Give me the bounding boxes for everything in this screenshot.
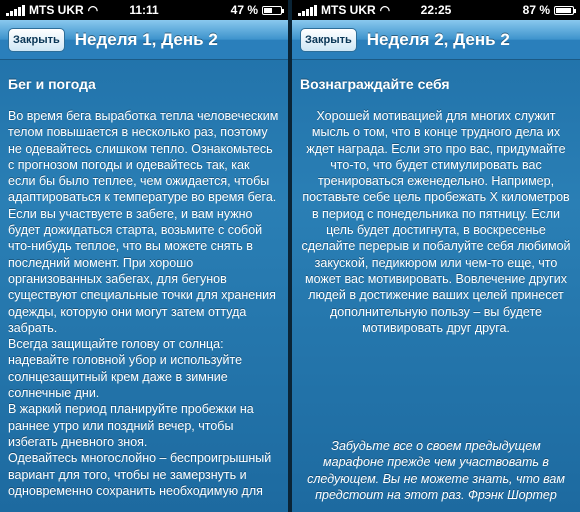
quote-text: Забудьте все о своем предыдущем марафоне прежде чем участвовать в следующем. Вы не можете знать, что вам предстоит на этот раз. Фрэнк Шортер — [307, 439, 565, 502]
status-bar — [292, 0, 580, 20]
article-content[interactable] — [0, 60, 288, 499]
carrier-name: MTS UKR — [29, 3, 84, 17]
screen-week1-day2 — [0, 0, 288, 512]
navigation-bar — [0, 20, 288, 60]
status-time: 11:11 — [129, 3, 159, 17]
status-time: 22:25 — [420, 3, 452, 17]
status-bar — [0, 0, 288, 20]
article-paragraph: В жаркий период планируйте пробежки на раннее утро или поздний вечер, чтобы избегать дневного зноя. — [8, 402, 254, 449]
signal-icon — [6, 5, 25, 16]
battery-percent: 47 % — [230, 3, 258, 17]
signal-icon — [298, 5, 317, 16]
battery-percent: 87 % — [522, 3, 550, 17]
navigation-bar — [292, 20, 580, 60]
battery-icon — [554, 6, 574, 15]
page-title: Неделя 1, День 2 — [74, 29, 218, 49]
article-paragraph: Во время бега выработка тепла человеческим телом повышается в несколько раз, поэтому не одевайтесь слишком тепло. Ознакомьтесь с прогнозом погоды и одевайтесь так, как если бы было теплее, чем ожидается, чтобы адаптироваться к температуре во время бега. Если вы участвуете в забеге, и вам нужно будет дожидаться старта, возьмите с собой что-нибудь теплое, что вы можете снять в последний момент. При хорошо организованных забегах, для бегунов существуют специальные точки для хранения одежды, которую они могут затем оттуда забрать. — [8, 109, 279, 335]
article-heading: Бег и погода — [8, 76, 96, 92]
article-paragraph: Хорошей мотивацией для многих служит мысль о том, что в конце трудного дела их ждет награда. Если это про вас, придумайте что-то, что будет стимулировать вас тренироваться еженедельно. Например, поставьте себе цель пробежать X километров в период с понедельника по пятницу. Если цель будет достигнута, в воскресенье сделайте перерыв и побалуйте себя любимой закуской, педикюром или чем-то еще, что может вас мотивировать. Вовлечение других людей в достижение ваших целей принесет дополнительную пользу – вы будете мотивировать друг друга. — [301, 109, 571, 335]
carrier-name: MTS UKR — [321, 3, 376, 17]
article-paragraph: Всегда защищайте голову от солнца: надевайте головной убор и используйте солнцезащитный крем даже в зимние солнечные дни. — [8, 337, 243, 401]
close-button[interactable]: Закрыть — [300, 28, 357, 52]
wifi-icon: ◠ — [379, 3, 391, 17]
page-title: Неделя 2, День 2 — [366, 29, 510, 49]
wifi-icon: ◠ — [87, 3, 99, 17]
screen-week2-day2 — [292, 0, 580, 512]
article-heading: Вознаграждайте себя — [300, 76, 450, 92]
close-button[interactable]: Закрыть — [8, 28, 65, 52]
battery-icon — [262, 6, 282, 15]
article-paragraph: Одевайтесь многослойно – беспроигрышный вариант для того, чтобы не замерзнуть и одновременно сохранить необходимую для — [8, 451, 272, 498]
article-content[interactable] — [292, 60, 580, 336]
